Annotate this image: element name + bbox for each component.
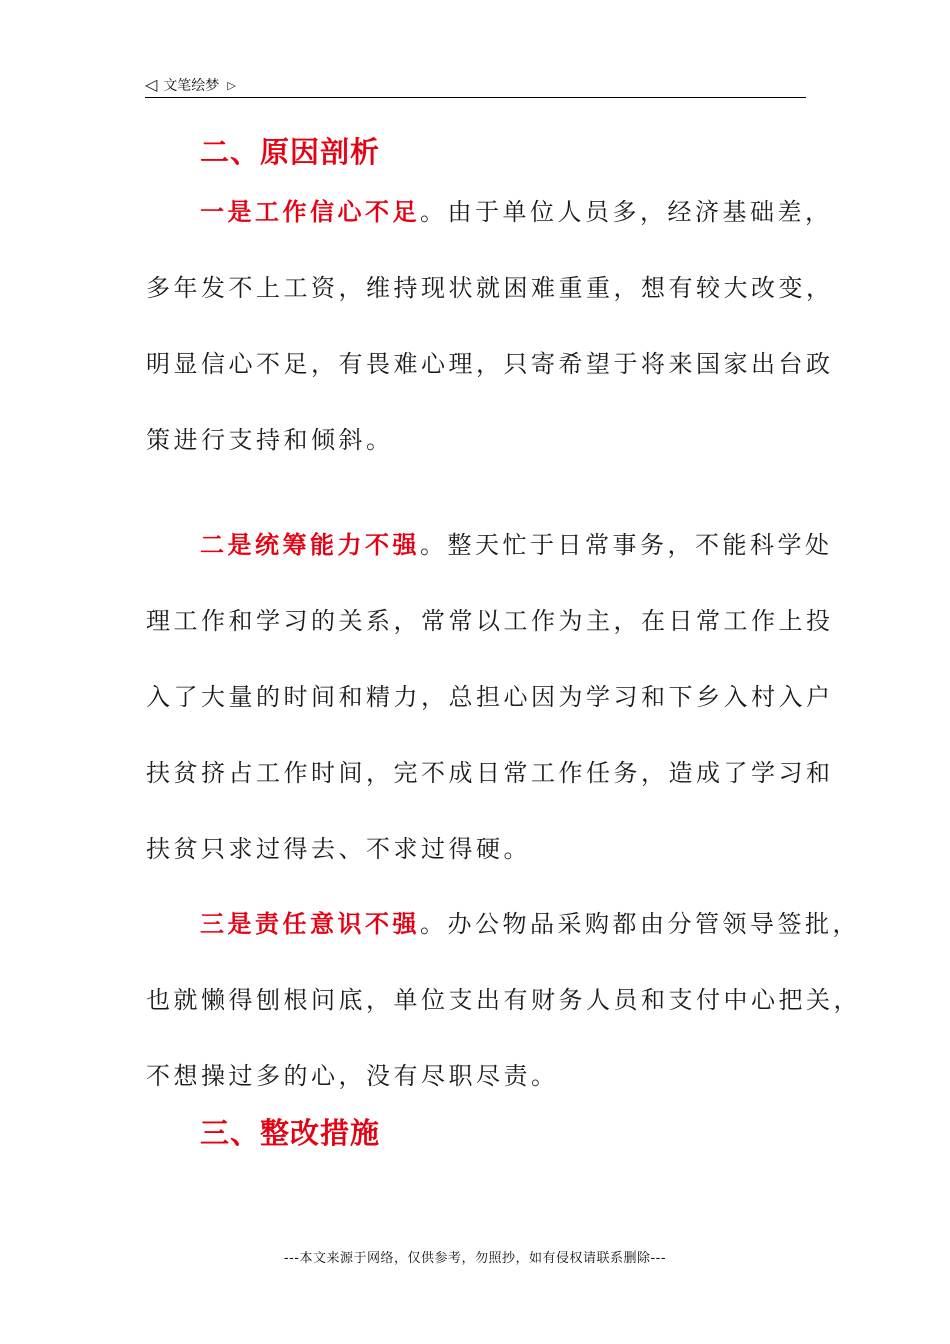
header-divider bbox=[145, 97, 806, 98]
header-brand: 文笔绘梦 bbox=[163, 78, 220, 94]
paragraph-point-3 bbox=[146, 886, 861, 1114]
paragraph-line: 理工作和学习的关系，常常以工作为主，在日常工作上投 bbox=[146, 607, 834, 635]
section-heading-measures: 三、整改措施 bbox=[200, 1116, 381, 1150]
point-text: 。整天忙于日常事务，不能科学处 bbox=[420, 531, 833, 559]
triangle-right-icon: ▷ bbox=[227, 78, 236, 92]
paragraph-line: 入了大量的时间和精力，总担心因为学习和下乡入村入户 bbox=[146, 683, 834, 711]
paragraph-line bbox=[146, 507, 833, 583]
paragraph-line: 扶贫只求过得去、不求过得硬。 bbox=[146, 835, 531, 863]
document-header bbox=[145, 74, 236, 96]
paragraph-line: 明显信心不足，有畏难心理，只寄希望于将来国家出台政 bbox=[146, 350, 834, 378]
point-lead: 一是工作信心不足 bbox=[200, 197, 420, 226]
footer-disclaimer: ---本文来源于网络，仅供参考，勿照抄，如有侵权请联系删除--- bbox=[283, 1251, 667, 1266]
section-heading-causes: 二、原因剖析 bbox=[200, 135, 381, 169]
point-lead: 二是统筹能力不强 bbox=[200, 530, 420, 559]
triangle-left-icon: ◁ bbox=[145, 75, 158, 94]
paragraph-line: 不想操过多的心，没有尽职尽责。 bbox=[146, 1062, 559, 1090]
point-text: 。由于单位人员多，经济基础差， bbox=[420, 198, 833, 226]
paragraph-line bbox=[146, 174, 833, 250]
paragraph-line: 多年发不上工资，维持现状就困难重重，想有较大改变， bbox=[146, 274, 834, 302]
point-lead: 三是责任意识不强 bbox=[200, 909, 420, 938]
paragraph-line: 策进行支持和倾斜。 bbox=[146, 426, 394, 454]
paragraph-line: 扶贫挤占工作时间，完不成日常工作任务，造成了学习和 bbox=[146, 759, 834, 787]
paragraph-line: 也就懒得刨根问底，单位支出有财务人员和支付中心把关， bbox=[146, 986, 861, 1014]
paragraph-point-2 bbox=[146, 507, 834, 887]
paragraph-line bbox=[146, 886, 860, 962]
paragraph-point-1 bbox=[146, 174, 834, 478]
point-text: 。办公物品采购都由分管领导签批， bbox=[420, 910, 860, 938]
